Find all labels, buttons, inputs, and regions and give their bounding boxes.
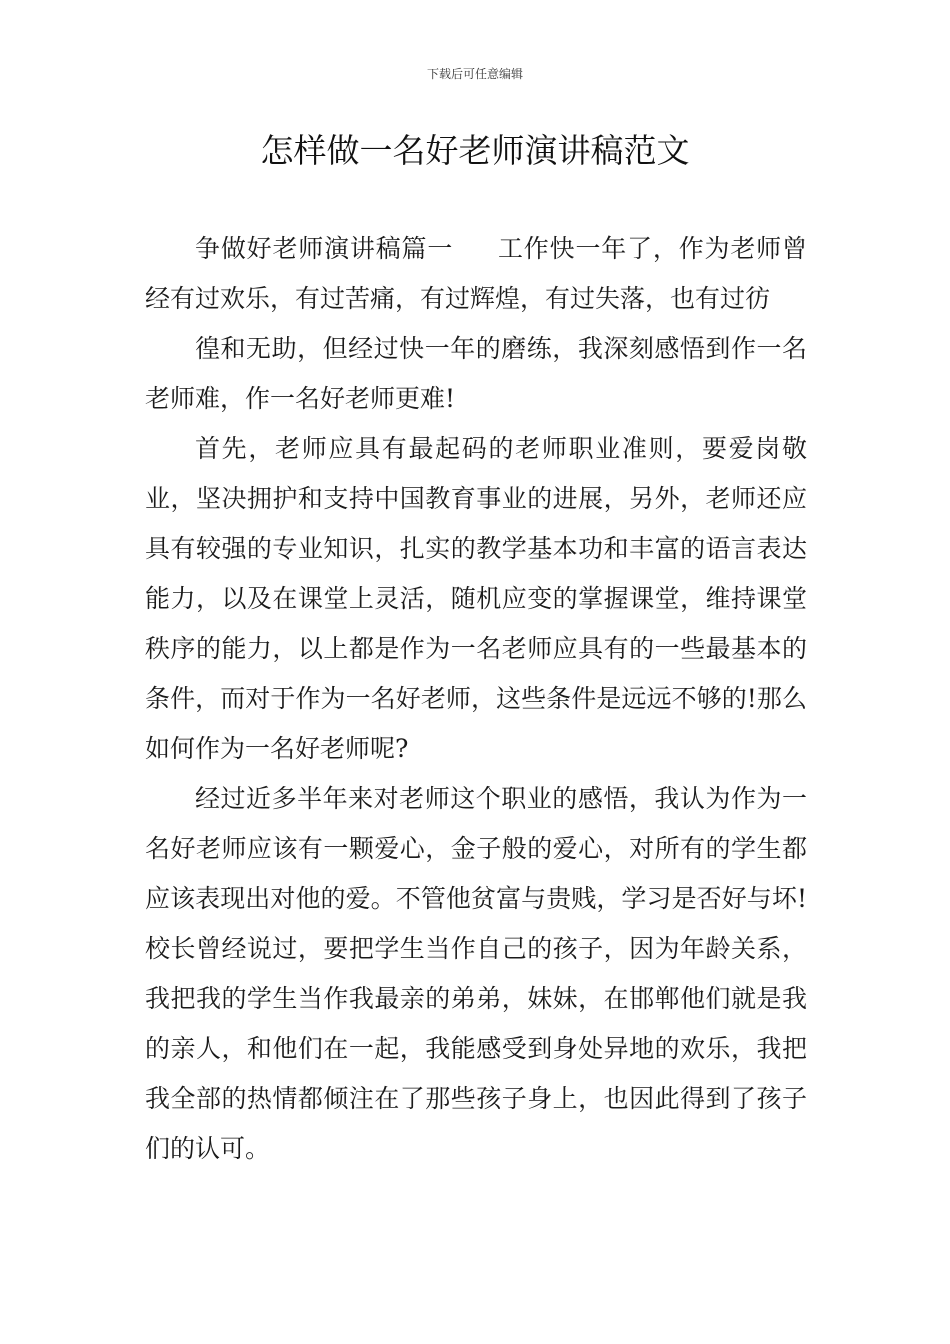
paragraph-4: 经过近多半年来对老师这个职业的感悟，我认为作为一名好老师应该有一颗爱心，金子般的爱心，对所有的学生都应该表现出对他的爱。不管他贫富与贵贱，学习是否好与坏!校长曾经说过，要把学生当作自己的孩子，因为年龄关系，我把我的学生当作我最亲的弟弟，妹妹，在邯郸他们就是我的亲人，和他们在一起，我能感受到身处异地的欢乐，我把我全部的热情都倾注在了那些孩子身上，也因此得到了孩子们的认可。	[145, 784, 807, 1163]
paragraph-2: 徨和无助，但经过快一年的磨练，我深刻感悟到作一名老师难，作一名好老师更难!	[145, 334, 807, 413]
header-note: 下载后可任意编辑	[426, 67, 523, 81]
document-body	[145, 224, 807, 1174]
paragraph-1	[145, 224, 807, 324]
paragraph-1-lead: 争做好老师演讲稿篇一	[195, 234, 454, 263]
document-title: 怎样做一名好老师演讲稿范文	[260, 131, 690, 170]
paragraph-1-text: 工作快一年了，作为老师曾经有过欢乐，有过苦痛，有过辉煌，有过失落，也有过彷	[145, 234, 807, 313]
paragraph-3: 首先，老师应具有最起码的老师职业准则，要爱岗敬业，坚决拥护和支持中国教育事业的进展，另外，老师还应具有较强的专业知识，扎实的教学基本功和丰富的语言表达能力，以及在课堂上灵活，随机应变的掌握课堂，维持课堂秩序的能力，以上都是作为一名老师应具有的一些最基本的条件，而对于作为一名好老师，这些条件是远远不够的!那么如何作为一名好老师呢?	[145, 434, 807, 763]
